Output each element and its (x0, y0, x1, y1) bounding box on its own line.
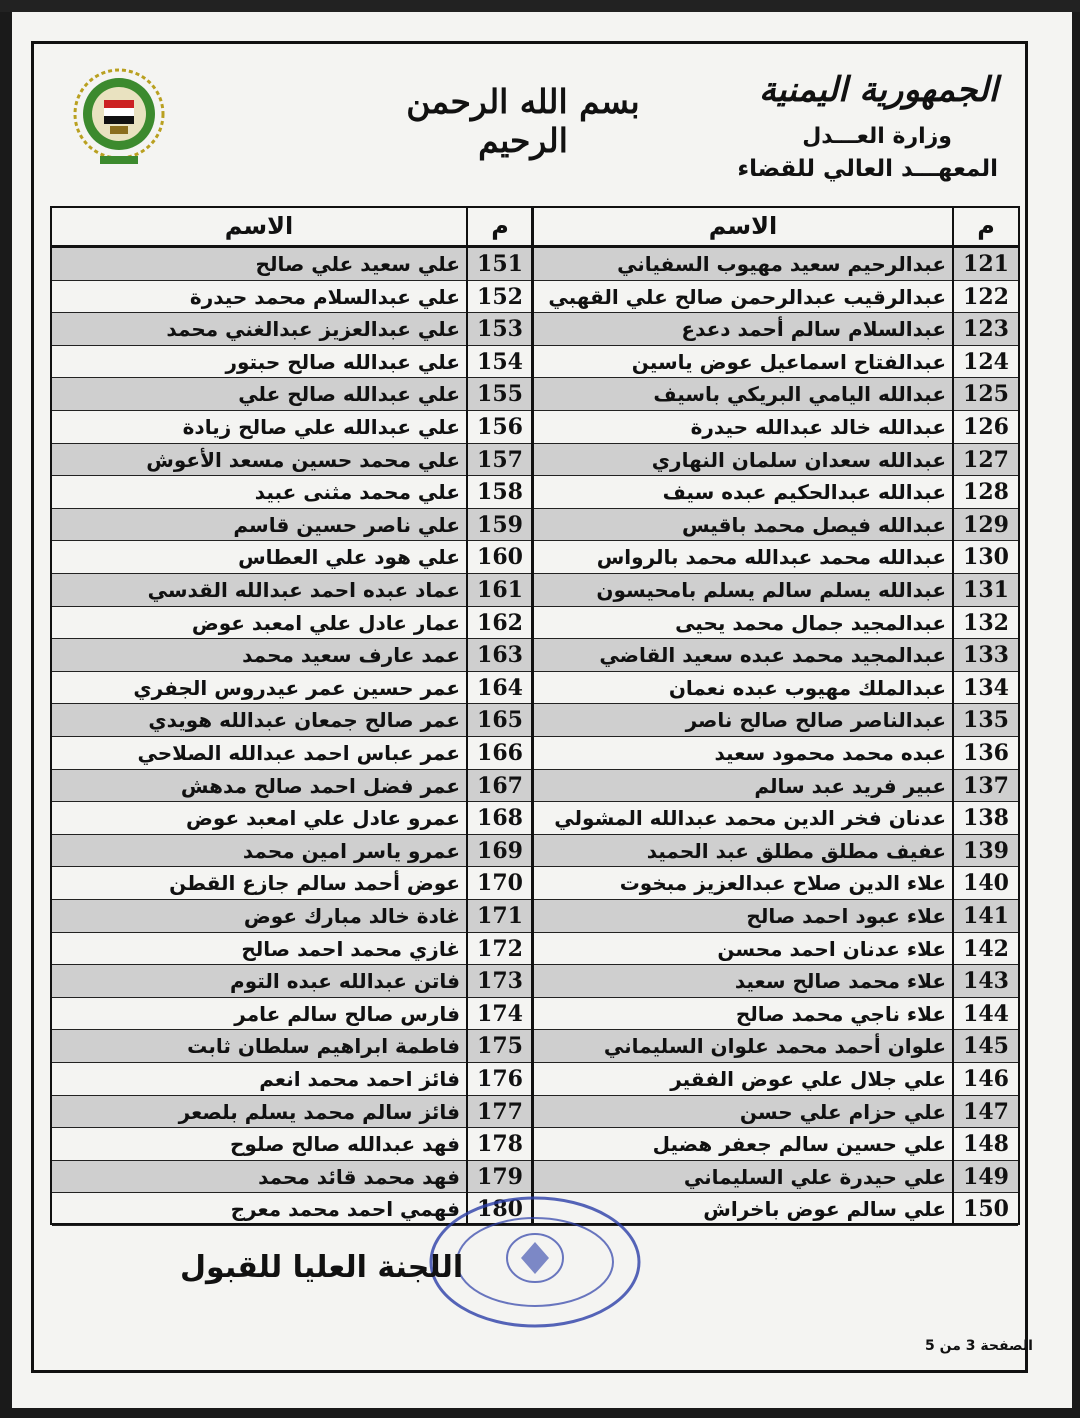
name-cell: غازي محمد احمد صالح (241, 936, 460, 961)
name-cell: علاء محمد صالح سعيد (734, 969, 946, 994)
row-number: 142 (963, 935, 1009, 962)
name-cell: فائز سالم محمد يسلم بلصعر (178, 1099, 460, 1124)
name-cell: عبدالرحيم سعيد مهيوب السفياني (617, 252, 946, 276)
name-cell: عبدالله سعدان سلمان النهاري (651, 447, 946, 472)
col-number-header: م (491, 212, 509, 240)
name-cell: عبده محمد محمود سعيد (714, 741, 946, 765)
row-number: 137 (963, 772, 1009, 799)
row-number: 180 (477, 1196, 523, 1223)
name-cell: عبدالناصر صالح صالح ناصر (685, 708, 946, 733)
table-row (52, 802, 1018, 835)
name-cell: فهد عبدالله صالح صلوح (230, 1132, 460, 1157)
row-number: 177 (477, 1098, 523, 1125)
row-number: 161 (477, 577, 523, 603)
name-cell: علي ناصر حسين قاسم (233, 512, 460, 537)
name-cell: عماد عبده احمد عبدالله القدسي (147, 578, 460, 602)
row-number: 171 (477, 903, 523, 929)
name-cell: علي عبدالله صالح حبتور (225, 349, 460, 374)
name-cell: علي عبدالسلام محمد حيدرة (189, 284, 460, 309)
name-cell: علي سعيد علي صالح (255, 252, 460, 276)
table-row (52, 248, 1018, 281)
name-cell: عمرو ياسر امين محمد (242, 838, 460, 863)
row-number: 170 (477, 870, 523, 897)
table-header (52, 208, 1018, 248)
row-number: 126 (963, 414, 1009, 440)
row-number: 175 (477, 1033, 523, 1060)
table-row (52, 1161, 1018, 1194)
name-cell: عبدالله اليامي البريكي باسيف (653, 382, 946, 407)
names-table (50, 206, 1020, 1225)
name-cell: علاء عبود احمد صالح (746, 904, 946, 928)
name-cell: علوان أحمد محمد علوان السليماني (603, 1034, 946, 1059)
name-cell: علي حسين سالم جعفر هضيل (652, 1132, 946, 1157)
row-number: 158 (477, 479, 523, 506)
name-cell: غادة خالد مبارك عوض (243, 904, 460, 928)
table-row (52, 835, 1018, 868)
row-number: 169 (477, 837, 523, 864)
name-cell: فاتن عبدالله عبده التوم (230, 969, 460, 994)
row-number: 147 (963, 1098, 1009, 1125)
table-row (52, 444, 1018, 477)
row-number: 133 (963, 642, 1009, 669)
row-number: 153 (477, 316, 523, 343)
name-cell: فاطمة ابراهيم سلطان ثابت (187, 1034, 460, 1059)
name-cell: علي حزام علي حسن (739, 1099, 946, 1124)
name-cell: علي محمد حسين مسعد الأعوش (146, 447, 460, 472)
committee-signature: اللجنة العليا للقبول (180, 1250, 464, 1285)
table-row (52, 509, 1018, 542)
column-divider (531, 208, 534, 1223)
row-number: 152 (477, 283, 523, 310)
row-number: 178 (477, 1131, 523, 1158)
name-cell: عبدالسلام سالم أحمد دعدع (681, 317, 946, 342)
row-number: 149 (963, 1163, 1009, 1190)
name-cell: عوض أحمد سالم جازع القطن (169, 871, 460, 896)
row-number: 130 (963, 544, 1009, 571)
name-cell: عمرو عادل علي امعبد عوض (186, 806, 460, 831)
row-number: 167 (477, 772, 523, 799)
col-name-header: الاسم (224, 212, 294, 240)
table-row (52, 867, 1018, 900)
institute-title: المعهـــد العالي للقضاء (737, 156, 998, 182)
table-row (52, 965, 1018, 998)
institute-logo (60, 66, 178, 166)
table-row (52, 607, 1018, 640)
table-row (52, 639, 1018, 672)
name-cell: فائز احمد محمد انعم (259, 1067, 460, 1091)
row-number: 151 (477, 251, 523, 277)
table-row (52, 411, 1018, 444)
table-row (52, 574, 1018, 607)
table-row (52, 672, 1018, 705)
row-number: 145 (963, 1033, 1009, 1060)
name-cell: علي عبدالله صالح علي (238, 382, 460, 407)
row-number: 128 (963, 479, 1009, 506)
table-row (52, 770, 1018, 803)
basmala: بسم الله الرحمن الرحيم (406, 82, 640, 160)
row-number: 165 (477, 707, 523, 734)
column-divider (466, 208, 468, 1223)
table-row (52, 1128, 1018, 1161)
table-row (52, 541, 1018, 574)
row-number: 174 (477, 1000, 523, 1027)
row-number: 148 (963, 1131, 1009, 1158)
col-name-header: الاسم (708, 212, 778, 240)
row-number: 179 (477, 1163, 523, 1190)
table-row (52, 281, 1018, 314)
name-cell: عمد عارف سعيد محمد (242, 643, 460, 668)
table-row (52, 933, 1018, 966)
name-cell: عبدالله فيصل محمد باقيس (681, 512, 946, 537)
name-cell: عمر حسين عمر عيدروس الجفري (133, 675, 460, 700)
name-cell: عبير فريد عبد سالم (754, 773, 946, 798)
row-number: 125 (963, 381, 1009, 408)
table-row (52, 737, 1018, 770)
page-number: الصفحة 3 من 5 (925, 1338, 1033, 1354)
name-cell: علاء ناجي محمد صالح (735, 1001, 946, 1026)
name-cell: علي حيدرة علي السليماني (683, 1164, 946, 1189)
row-number: 154 (477, 348, 523, 375)
row-number: 136 (963, 740, 1009, 766)
row-number: 138 (963, 805, 1009, 832)
top-bar (0, 0, 1080, 12)
row-number: 172 (477, 935, 523, 962)
row-number: 141 (963, 903, 1009, 929)
row-number: 156 (477, 414, 523, 440)
row-number: 166 (477, 740, 523, 766)
name-cell: علاء الدين صلاح عبدالعزيز مبخوت (619, 871, 946, 896)
table-row (52, 476, 1018, 509)
row-number: 163 (477, 642, 523, 669)
government-title: الجمهورية اليمنية (758, 70, 998, 110)
ministry-title: وزارة العـــدل (802, 124, 952, 149)
row-number: 173 (477, 968, 523, 995)
row-number: 176 (477, 1066, 523, 1092)
name-cell: عبدالرقيب عبدالرحمن صالح علي القهبي (548, 284, 946, 309)
name-cell: عبدالمجيد محمد عبده سعيد القاضي (599, 643, 946, 668)
row-number: 122 (963, 283, 1009, 310)
row-number: 160 (477, 544, 523, 571)
name-cell: عبدالله عبدالحكيم عبده سيف (662, 480, 946, 505)
name-cell: علي عبدالله علي صالح زيادة (182, 415, 460, 439)
table-row (52, 1063, 1018, 1096)
name-cell: عبدالملك مهيوب عبده نعمان (668, 675, 946, 700)
name-cell: علي هود علي العطاس (238, 545, 460, 570)
row-number: 134 (963, 674, 1009, 701)
row-number: 155 (477, 381, 523, 408)
row-number: 124 (963, 348, 1009, 375)
name-cell: عبدالله خالد عبدالله حيدرة (690, 415, 946, 439)
table-row (52, 313, 1018, 346)
row-number: 144 (963, 1000, 1009, 1027)
table-row (52, 1030, 1018, 1063)
name-cell: علي جلال علي عوض الفقير (670, 1067, 946, 1091)
name-cell: عدنان فخر الدين محمد عبدالله المشولي (554, 806, 946, 831)
col-number-header: م (977, 212, 995, 240)
name-cell: فهمي احمد محمد معرج (230, 1197, 460, 1222)
name-cell: فهد محمد قائد محمد (258, 1164, 460, 1189)
name-cell: عمر عباس احمد عبدالله الصلاحي (137, 741, 460, 765)
row-number: 121 (963, 251, 1009, 277)
table-row (52, 900, 1018, 933)
row-number: 129 (963, 511, 1009, 538)
name-cell: عبدالمجيد جمال محمد يحيى (675, 610, 946, 635)
name-cell: عبدالفتاح اسماعيل عوض ياسين (631, 349, 946, 374)
row-number: 143 (963, 968, 1009, 995)
name-cell: عبدالله محمد عبدالله محمد بالرواس (596, 545, 946, 570)
row-number: 168 (477, 805, 523, 832)
table-row (52, 704, 1018, 737)
row-number: 139 (963, 837, 1009, 864)
row-number: 132 (963, 609, 1009, 636)
row-number: 162 (477, 609, 523, 636)
table-row (52, 378, 1018, 411)
name-cell: عبدالله يسلم سالم يسلم بامحيسون (596, 578, 946, 602)
name-cell: علاء عدنان احمد محسن (717, 936, 946, 961)
row-number: 123 (963, 316, 1009, 343)
column-divider (952, 208, 954, 1223)
row-number: 157 (477, 446, 523, 473)
name-cell: علي محمد مثنى عبيد (254, 480, 460, 505)
name-cell: علي سالم عوض باخراش (703, 1197, 946, 1222)
row-number: 131 (963, 577, 1009, 603)
name-cell: عفيف مطلق مطلق عبد الحميد (646, 838, 946, 863)
table-row (52, 998, 1018, 1031)
row-number: 135 (963, 707, 1009, 734)
name-cell: عمر صالح جمعان عبدالله هويدي (148, 708, 460, 733)
row-number: 146 (963, 1066, 1009, 1092)
row-number: 164 (477, 674, 523, 701)
name-cell: علي عبدالعزيز عبدالغني محمد (166, 317, 460, 342)
row-number: 127 (963, 446, 1009, 473)
row-number: 140 (963, 870, 1009, 897)
name-cell: فارس صالح سالم عامر (234, 1001, 460, 1026)
row-number: 150 (963, 1196, 1009, 1223)
row-number: 159 (477, 511, 523, 538)
table-row (52, 1096, 1018, 1129)
table-row (52, 346, 1018, 379)
name-cell: عمر فضل احمد صالح مدهش (180, 773, 460, 798)
name-cell: عمار عادل علي امعبد عوض (191, 610, 460, 635)
